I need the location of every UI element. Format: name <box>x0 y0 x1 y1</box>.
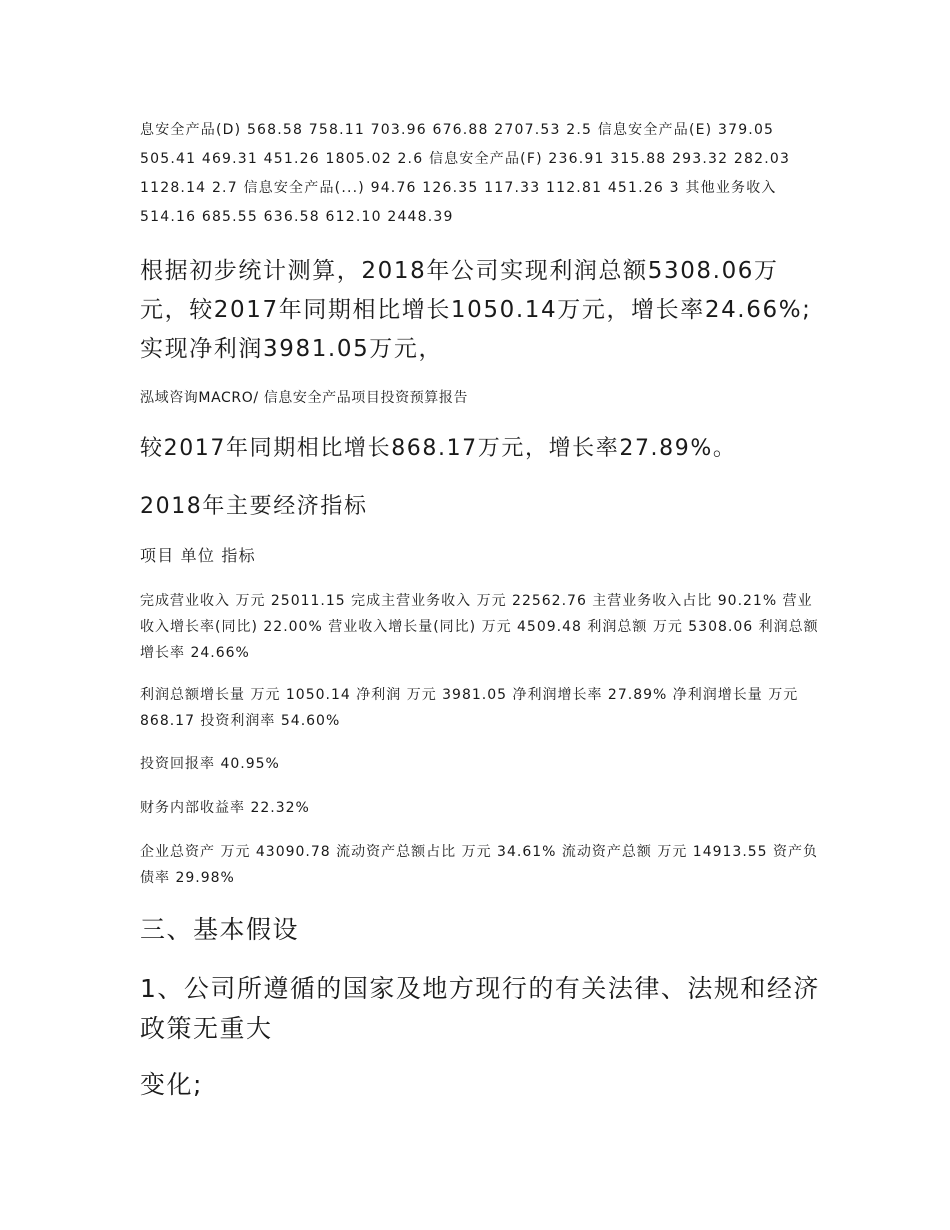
indicators-paragraph-2: 利润总额增长量 万元 1050.14 净利润 万元 3981.05 净利润增长率 27.89% 净利润增长量 万元 868.17 投资利润率 54.60% <box>140 687 799 729</box>
running-header: 泓域咨询MACRO/ 信息安全产品项目投资预算报告 <box>140 390 469 406</box>
indicators-heading: 2018年主要经济指标 <box>140 494 368 519</box>
revenue-breakdown-paragraph: 息安全产品(D) 568.58 758.11 703.96 676.88 2707.53 2.5 信息安全产品(E) 379.05 505.41 469.31 451.26 1805.02 2.6 信息安全产品(F) 236.91 315.88 293.32 282.03 1128.14 2.7 信息安全产品(...) 94.76 126.35 117.33 112.81 451.26 3 其他业务收入 514.16 685.55 636.58 612.10 2448.39 <box>140 122 791 225</box>
assumption-1-continuation: 变化; <box>140 1070 203 1099</box>
assumption-1-paragraph: 1、公司所遵循的国家及地方现行的有关法律、法规和经济政策无重大 <box>140 974 820 1043</box>
indicators-paragraph-1: 完成营业收入 万元 25011.15 完成主营业务收入 万元 22562.76 主营业务收入占比 90.21% 营业收入增长率(同比) 22.00% 营业收入增长量(同比) 万元 4509.48 利润总额 万元 5308.06 利润总额增长率 24.66% <box>140 593 819 661</box>
table-header-line: 项目 单位 指标 <box>140 546 256 565</box>
profit-summary-paragraph: 根据初步统计测算，2018年公司实现利润总额5308.06万元，较2017年同期相比增长1050.14万元，增长率24.66%;实现净利润3981.05万元， <box>140 258 812 362</box>
net-profit-growth-paragraph: 较2017年同期相比增长868.17万元，增长率27.89%。 <box>140 436 737 461</box>
irr-line: 财务内部收益率 22.32% <box>140 800 310 816</box>
assets-paragraph: 企业总资产 万元 43090.78 流动资产总额占比 万元 34.61% 流动资产总额 万元 14913.55 资产负债率 29.98% <box>140 844 819 886</box>
section-heading-assumptions: 三、基本假设 <box>140 915 300 944</box>
return-on-investment-line: 投资回报率 40.95% <box>140 756 280 772</box>
